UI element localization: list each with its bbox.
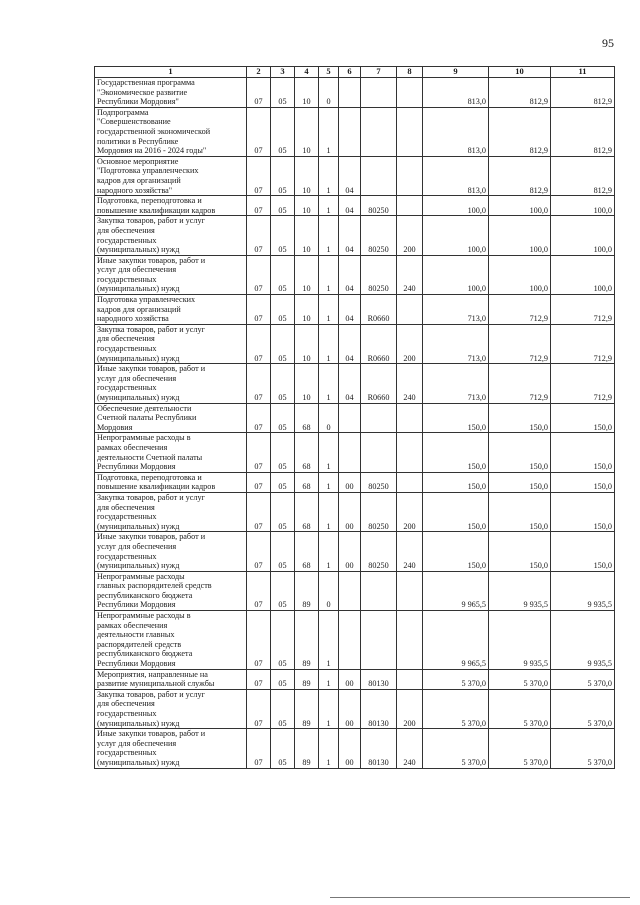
code-section: 07 xyxy=(247,364,271,403)
table-row xyxy=(95,472,615,492)
amount-col-11: 5 370,0 xyxy=(551,669,615,689)
amount-col-11: 150,0 xyxy=(551,492,615,531)
code-expense-type: 240 xyxy=(397,364,423,403)
code-subsection: 05 xyxy=(271,107,295,156)
code-subprogram: 1 xyxy=(319,216,339,255)
code-program: 10 xyxy=(295,196,319,216)
code-program: 10 xyxy=(295,295,319,325)
amount-col-11: 712,9 xyxy=(551,364,615,403)
code-subprogram: 1 xyxy=(319,324,339,363)
amount-col-10: 5 370,0 xyxy=(489,729,551,768)
column-header-3: 3 xyxy=(271,67,295,78)
row-description: Иные закупки товаров, работ и услуг для обеспечения государственных (муниципальных) нужд xyxy=(95,729,247,768)
row-description: Государственная программа "Экономическое развитие Республики Мордовия" xyxy=(95,78,247,108)
code-event xyxy=(339,433,361,472)
column-header-2: 2 xyxy=(247,67,271,78)
bottom-scan-line xyxy=(330,897,630,898)
code-direction: 80250 xyxy=(361,492,397,531)
amount-col-10: 150,0 xyxy=(489,403,551,433)
code-section: 07 xyxy=(247,689,271,728)
table-row xyxy=(95,532,615,571)
code-program: 68 xyxy=(295,403,319,433)
code-direction xyxy=(361,571,397,610)
code-section: 07 xyxy=(247,78,271,108)
code-direction: 80130 xyxy=(361,729,397,768)
code-event: 00 xyxy=(339,532,361,571)
amount-col-9: 713,0 xyxy=(423,324,489,363)
code-subprogram: 0 xyxy=(319,571,339,610)
row-description: Подготовка, переподготовка и повышение квалификации кадров xyxy=(95,196,247,216)
code-direction xyxy=(361,78,397,108)
code-subprogram: 1 xyxy=(319,532,339,571)
table-row xyxy=(95,729,615,768)
column-header-7: 7 xyxy=(361,67,397,78)
amount-col-10: 9 935,5 xyxy=(489,571,551,610)
table-body xyxy=(95,78,615,769)
code-section: 07 xyxy=(247,216,271,255)
code-event: 04 xyxy=(339,255,361,294)
code-expense-type xyxy=(397,611,423,670)
code-section: 07 xyxy=(247,295,271,325)
code-subsection: 05 xyxy=(271,571,295,610)
code-subprogram: 1 xyxy=(319,433,339,472)
column-header-1: 1 xyxy=(95,67,247,78)
code-event: 04 xyxy=(339,156,361,195)
code-subsection: 05 xyxy=(271,729,295,768)
amount-col-11: 150,0 xyxy=(551,433,615,472)
row-description: Обеспечение деятельности Счетной палаты Республики Мордовия xyxy=(95,403,247,433)
row-description: Закупка товаров, работ и услуг для обеспечения государственных (муниципальных) нужд xyxy=(95,324,247,363)
amount-col-9: 150,0 xyxy=(423,492,489,531)
table-row xyxy=(95,669,615,689)
code-expense-type xyxy=(397,571,423,610)
amount-col-10: 5 370,0 xyxy=(489,669,551,689)
code-subprogram: 1 xyxy=(319,689,339,728)
amount-col-9: 5 370,0 xyxy=(423,669,489,689)
amount-col-9: 150,0 xyxy=(423,532,489,571)
code-expense-type: 200 xyxy=(397,689,423,728)
budget-table xyxy=(94,66,615,769)
code-expense-type xyxy=(397,156,423,195)
amount-col-10: 712,9 xyxy=(489,364,551,403)
amount-col-9: 150,0 xyxy=(423,433,489,472)
amount-col-9: 9 965,5 xyxy=(423,571,489,610)
code-subprogram: 1 xyxy=(319,492,339,531)
table-row xyxy=(95,295,615,325)
code-direction: R0660 xyxy=(361,364,397,403)
amount-col-10: 5 370,0 xyxy=(489,689,551,728)
amount-col-9: 813,0 xyxy=(423,78,489,108)
code-expense-type: 200 xyxy=(397,216,423,255)
amount-col-10: 150,0 xyxy=(489,492,551,531)
amount-col-11: 812,9 xyxy=(551,107,615,156)
amount-col-10: 812,9 xyxy=(489,78,551,108)
code-subprogram: 1 xyxy=(319,107,339,156)
table-row xyxy=(95,196,615,216)
code-direction: 80250 xyxy=(361,472,397,492)
header-row xyxy=(95,67,615,78)
code-section: 07 xyxy=(247,729,271,768)
code-subsection: 05 xyxy=(271,669,295,689)
amount-col-9: 5 370,0 xyxy=(423,729,489,768)
amount-col-10: 100,0 xyxy=(489,255,551,294)
code-section: 07 xyxy=(247,107,271,156)
code-direction: 80130 xyxy=(361,669,397,689)
code-subprogram: 1 xyxy=(319,611,339,670)
row-description: Непрограммные расходы в рамках обеспечения деятельности главных распорядителей средств республиканского бюджета Республики Мордовия xyxy=(95,611,247,670)
amount-col-11: 9 935,5 xyxy=(551,611,615,670)
row-description: Иные закупки товаров, работ и услуг для обеспечения государственных (муниципальных) нужд xyxy=(95,255,247,294)
amount-col-9: 813,0 xyxy=(423,107,489,156)
code-subsection: 05 xyxy=(271,196,295,216)
code-program: 89 xyxy=(295,611,319,670)
amount-col-10: 100,0 xyxy=(489,216,551,255)
page-number: 95 xyxy=(602,36,614,50)
code-program: 10 xyxy=(295,107,319,156)
amount-col-9: 5 370,0 xyxy=(423,689,489,728)
code-subsection: 05 xyxy=(271,216,295,255)
code-event: 00 xyxy=(339,689,361,728)
amount-col-11: 712,9 xyxy=(551,295,615,325)
column-header-11: 11 xyxy=(551,67,615,78)
amount-col-11: 100,0 xyxy=(551,196,615,216)
code-program: 89 xyxy=(295,689,319,728)
code-expense-type xyxy=(397,196,423,216)
amount-col-9: 100,0 xyxy=(423,255,489,294)
amount-col-11: 100,0 xyxy=(551,216,615,255)
code-expense-type: 240 xyxy=(397,532,423,571)
amount-col-9: 9 965,5 xyxy=(423,611,489,670)
code-subprogram: 1 xyxy=(319,156,339,195)
code-direction xyxy=(361,611,397,670)
code-event: 00 xyxy=(339,729,361,768)
code-expense-type xyxy=(397,295,423,325)
code-event xyxy=(339,107,361,156)
code-expense-type: 200 xyxy=(397,492,423,531)
row-description: Закупка товаров, работ и услуг для обеспечения государственных (муниципальных) нужд xyxy=(95,689,247,728)
amount-col-11: 150,0 xyxy=(551,472,615,492)
code-section: 07 xyxy=(247,196,271,216)
code-subsection: 05 xyxy=(271,492,295,531)
table-row xyxy=(95,364,615,403)
amount-col-9: 100,0 xyxy=(423,196,489,216)
row-description: Основное мероприятие "Подготовка управленческих кадров для организаций народного хозяйства" xyxy=(95,156,247,195)
code-event: 00 xyxy=(339,669,361,689)
code-expense-type xyxy=(397,669,423,689)
code-section: 07 xyxy=(247,669,271,689)
code-program: 10 xyxy=(295,255,319,294)
row-description: Непрограммные расходы в рамках обеспечения деятельности Счетной палаты Республики Мордовия xyxy=(95,433,247,472)
code-subprogram: 1 xyxy=(319,729,339,768)
amount-col-11: 150,0 xyxy=(551,403,615,433)
code-section: 07 xyxy=(247,532,271,571)
amount-col-10: 9 935,5 xyxy=(489,611,551,670)
code-subsection: 05 xyxy=(271,364,295,403)
code-section: 07 xyxy=(247,403,271,433)
amount-col-11: 5 370,0 xyxy=(551,689,615,728)
table-row xyxy=(95,689,615,728)
column-header-10: 10 xyxy=(489,67,551,78)
code-section: 07 xyxy=(247,571,271,610)
code-subsection: 05 xyxy=(271,78,295,108)
table-row xyxy=(95,324,615,363)
row-description: Мероприятия, направленные на развитие муниципальной службы xyxy=(95,669,247,689)
code-subprogram: 1 xyxy=(319,255,339,294)
code-subprogram: 1 xyxy=(319,669,339,689)
code-event xyxy=(339,403,361,433)
code-program: 10 xyxy=(295,78,319,108)
code-event xyxy=(339,78,361,108)
amount-col-9: 713,0 xyxy=(423,295,489,325)
code-direction xyxy=(361,107,397,156)
code-program: 89 xyxy=(295,571,319,610)
column-header-8: 8 xyxy=(397,67,423,78)
code-program: 68 xyxy=(295,433,319,472)
code-subsection: 05 xyxy=(271,433,295,472)
table-row xyxy=(95,107,615,156)
code-section: 07 xyxy=(247,433,271,472)
column-header-4: 4 xyxy=(295,67,319,78)
code-program: 89 xyxy=(295,669,319,689)
code-expense-type xyxy=(397,107,423,156)
code-subsection: 05 xyxy=(271,324,295,363)
code-subsection: 05 xyxy=(271,689,295,728)
code-program: 89 xyxy=(295,729,319,768)
amount-col-9: 100,0 xyxy=(423,216,489,255)
amount-col-10: 150,0 xyxy=(489,472,551,492)
amount-col-11: 100,0 xyxy=(551,255,615,294)
code-direction: 80130 xyxy=(361,689,397,728)
code-subsection: 05 xyxy=(271,403,295,433)
code-program: 10 xyxy=(295,216,319,255)
code-direction xyxy=(361,403,397,433)
code-direction: 80250 xyxy=(361,216,397,255)
row-description: Иные закупки товаров, работ и услуг для обеспечения государственных (муниципальных) нужд xyxy=(95,364,247,403)
code-expense-type: 240 xyxy=(397,729,423,768)
code-expense-type xyxy=(397,403,423,433)
amount-col-9: 150,0 xyxy=(423,403,489,433)
code-section: 07 xyxy=(247,324,271,363)
amount-col-10: 812,9 xyxy=(489,107,551,156)
table-row xyxy=(95,611,615,670)
row-description: Закупка товаров, работ и услуг для обеспечения государственных (муниципальных) нужд xyxy=(95,492,247,531)
code-event: 04 xyxy=(339,295,361,325)
code-section: 07 xyxy=(247,492,271,531)
code-program: 68 xyxy=(295,472,319,492)
row-description: Подпрограмма "Совершенствование государственной экономической политики в Республике Мордовия на 2016 - 2024 годы" xyxy=(95,107,247,156)
code-direction: 80250 xyxy=(361,255,397,294)
column-header-5: 5 xyxy=(319,67,339,78)
code-direction xyxy=(361,156,397,195)
amount-col-10: 150,0 xyxy=(489,433,551,472)
code-subsection: 05 xyxy=(271,472,295,492)
code-event: 04 xyxy=(339,324,361,363)
code-event: 04 xyxy=(339,216,361,255)
code-event xyxy=(339,611,361,670)
amount-col-11: 712,9 xyxy=(551,324,615,363)
amount-col-10: 712,9 xyxy=(489,324,551,363)
code-direction xyxy=(361,433,397,472)
code-subprogram: 0 xyxy=(319,403,339,433)
code-section: 07 xyxy=(247,472,271,492)
code-program: 10 xyxy=(295,324,319,363)
code-expense-type: 200 xyxy=(397,324,423,363)
code-subsection: 05 xyxy=(271,532,295,571)
code-expense-type xyxy=(397,472,423,492)
code-expense-type xyxy=(397,78,423,108)
code-section: 07 xyxy=(247,156,271,195)
code-section: 07 xyxy=(247,611,271,670)
column-header-9: 9 xyxy=(423,67,489,78)
amount-col-10: 150,0 xyxy=(489,532,551,571)
row-description: Иные закупки товаров, работ и услуг для обеспечения государственных (муниципальных) нужд xyxy=(95,532,247,571)
table-row xyxy=(95,255,615,294)
amount-col-10: 100,0 xyxy=(489,196,551,216)
amount-col-11: 5 370,0 xyxy=(551,729,615,768)
amount-col-9: 150,0 xyxy=(423,472,489,492)
table-row xyxy=(95,492,615,531)
amount-col-11: 150,0 xyxy=(551,532,615,571)
row-description: Подготовка, переподготовка и повышение квалификации кадров xyxy=(95,472,247,492)
code-program: 68 xyxy=(295,532,319,571)
code-program: 10 xyxy=(295,156,319,195)
row-description: Непрограммные расходы главных распорядителей средств республиканского бюджета Республики Мордовия xyxy=(95,571,247,610)
code-direction: 80250 xyxy=(361,532,397,571)
code-event: 04 xyxy=(339,364,361,403)
code-subprogram: 1 xyxy=(319,295,339,325)
table-row xyxy=(95,156,615,195)
code-subprogram: 0 xyxy=(319,78,339,108)
amount-col-9: 713,0 xyxy=(423,364,489,403)
table-row xyxy=(95,571,615,610)
amount-col-9: 813,0 xyxy=(423,156,489,195)
code-event: 00 xyxy=(339,492,361,531)
code-expense-type: 240 xyxy=(397,255,423,294)
row-description: Подготовка управленческих кадров для организаций народного хозяйства xyxy=(95,295,247,325)
amount-col-10: 812,9 xyxy=(489,156,551,195)
code-event xyxy=(339,571,361,610)
table-row xyxy=(95,433,615,472)
code-program: 68 xyxy=(295,492,319,531)
code-event: 00 xyxy=(339,472,361,492)
code-subprogram: 1 xyxy=(319,364,339,403)
code-subsection: 05 xyxy=(271,255,295,294)
code-subsection: 05 xyxy=(271,295,295,325)
table-row xyxy=(95,403,615,433)
code-direction: 80250 xyxy=(361,196,397,216)
code-subsection: 05 xyxy=(271,611,295,670)
amount-col-11: 812,9 xyxy=(551,78,615,108)
code-event: 04 xyxy=(339,196,361,216)
amount-col-11: 812,9 xyxy=(551,156,615,195)
table-row xyxy=(95,78,615,108)
code-subprogram: 1 xyxy=(319,472,339,492)
column-header-6: 6 xyxy=(339,67,361,78)
code-direction: R0660 xyxy=(361,295,397,325)
code-expense-type xyxy=(397,433,423,472)
table-row xyxy=(95,216,615,255)
code-subsection: 05 xyxy=(271,156,295,195)
amount-col-10: 712,9 xyxy=(489,295,551,325)
amount-col-11: 9 935,5 xyxy=(551,571,615,610)
row-description: Закупка товаров, работ и услуг для обеспечения государственных (муниципальных) нужд xyxy=(95,216,247,255)
code-subprogram: 1 xyxy=(319,196,339,216)
code-section: 07 xyxy=(247,255,271,294)
code-program: 10 xyxy=(295,364,319,403)
code-direction: R0660 xyxy=(361,324,397,363)
